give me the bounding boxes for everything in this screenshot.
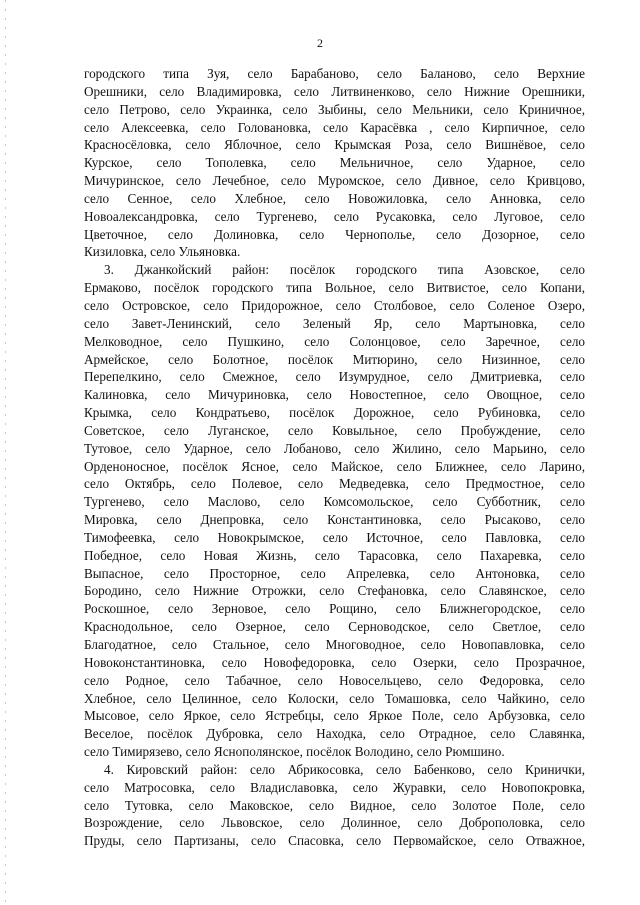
text-line: село Октябрь, село Полевое, село Медведевка, село Предмостное, село: [84, 476, 585, 492]
text-line: Роскошное, село Зерновое, село Рощино, село Ближнегородское, село: [84, 601, 585, 617]
text-line: Советское, село Луганское, село Ковыльное, село Пробуждение, село: [84, 422, 585, 438]
text-line: Калиновка, село Мичуриновка, село Новостепное, село Овощное, село: [84, 387, 585, 403]
text-line: Бородино, село Нижние Отрожки, село Стефановка, село Славянское, село: [84, 583, 585, 599]
text-line: село Тимирязево, село Яснополянское, посёлок Володино, село Рюмшино.: [84, 744, 505, 760]
text-line: Новоалександровка, село Тургенево, село Русаковка, село Луговое, село: [84, 208, 585, 224]
text-line: Мысовое, село Яркое, село Ястребцы, село Яркое Поле, село Арбузовка, село: [84, 708, 585, 724]
text-line: Благодатное, село Стальное, село Многоводное, село Новопавловка, село: [84, 637, 585, 652]
text-line: Тургенево, село Маслово, село Комсомольское, село Субботник, село: [84, 494, 585, 510]
text-line: Цветочное, село Долиновка, село Чернополье, село Дозорное, село: [84, 226, 585, 242]
text-line: Мировка, село Днепровка, село Константиновка, село Рысаково, село: [84, 512, 585, 528]
text-line: Тимофеевка, село Новокрымское, село Источное, село Павловка, село: [84, 529, 585, 545]
text-line: Мичуринское, село Лечебное, село Муромское, село Дивное, село Кривцово,: [84, 173, 585, 189]
text-line: село Петрово, село Украинка, село Зыбины, село Мельники, село Криничное,: [84, 101, 585, 117]
text-line: 4. Кировский район: село Абрикосовка, село Бабенково, село Кринички,: [104, 761, 585, 777]
text-line: Возрождение, село Львовское, село Долинное, село Доброполовка, село: [84, 815, 585, 831]
text-line: Орешники, село Владимировка, село Литвиненково, село Нижние Орешники,: [84, 83, 585, 99]
text-line: Ермаково, посёлок городского типа Вольное, село Витвистое, село Копани,: [84, 280, 585, 296]
text-line: Краснодольное, село Озерное, село Серноводское, село Светлое, село: [84, 619, 585, 635]
text-line: Мелководное, село Пушкино, село Солонцовое, село Заречное, село: [84, 333, 585, 349]
text-line: село Островское, село Придорожное, село Столбовое, село Соленое Озеро,: [84, 297, 585, 313]
text-line: село Завет-Ленинский, село Зеленый Яр, село Мартыновка, село: [84, 315, 585, 331]
body-text: [84, 65, 585, 850]
text-line: село Родное, село Табачное, село Новосельцево, село Федоровка, село: [84, 672, 585, 688]
text-line: Перепелкино, село Смежное, село Изумрудное, село Дмитриевка, село: [84, 369, 585, 385]
text-line: Веселое, посёлок Дубровка, село Находка, село Отрадное, село Славянка,: [84, 726, 585, 742]
text-line: Орденоносное, посёлок Ясное, село Майское, село Ближнее, село Ларино,: [84, 458, 585, 474]
text-line: Победное, село Новая Жизнь, село Тарасовка, село Пахаревка, село: [84, 547, 585, 563]
text-line: Новоконстантиновка, село Новофедоровка, село Озерки, село Прозрачное,: [84, 654, 585, 670]
page-number: 2: [317, 36, 323, 50]
text-line: село Сенное, село Хлебное, село Новожиловка, село Анновка, село: [84, 190, 585, 206]
text-line: село Матросовка, село Владиславовка, село Журавки, село Новопокровка,: [84, 779, 585, 795]
text-line: Тутовое, село Ударное, село Лобаново, село Жилино, село Марьино, село: [84, 440, 585, 456]
scan-edge-mark: [5, 0, 6, 905]
text-line: село Алексеевка, село Головановка, село Карасёвка , село Кирпичное, село: [84, 119, 585, 135]
text-line: Крымка, село Кондратьево, посёлок Дорожное, село Рубиновка, село: [84, 405, 585, 421]
text-line: Выпасное, село Просторное, село Апрелевка, село Антоновка, село: [84, 565, 585, 581]
text-line: Армейское, село Болотное, посёлок Митюрино, село Низинное, село: [84, 351, 585, 367]
text-line: Хлебное, село Целинное, село Колоски, село Томашовка, село Чайкино, село: [84, 690, 585, 706]
text-line: село Тутовка, село Маковское, село Видное, село Золотое Поле, село: [84, 797, 585, 813]
text-line: городского типа Зуя, село Барабаново, село Баланово, село Верхние: [84, 66, 585, 81]
text-line: Курское, село Тополевка, село Мельничное, село Ударное, село: [84, 155, 585, 171]
text-line: Красносёловка, село Яблочное, село Крымская Роза, село Вишнёвое, село: [84, 137, 585, 153]
text-line: 3. Джанкойский район: посёлок городского типа Азовское, село: [104, 262, 585, 278]
text-line: Пруды, село Партизаны, село Спасовка, село Первомайское, село Отважное,: [84, 833, 585, 849]
text-line: Кизиловка, село Ульяновка.: [84, 244, 241, 260]
